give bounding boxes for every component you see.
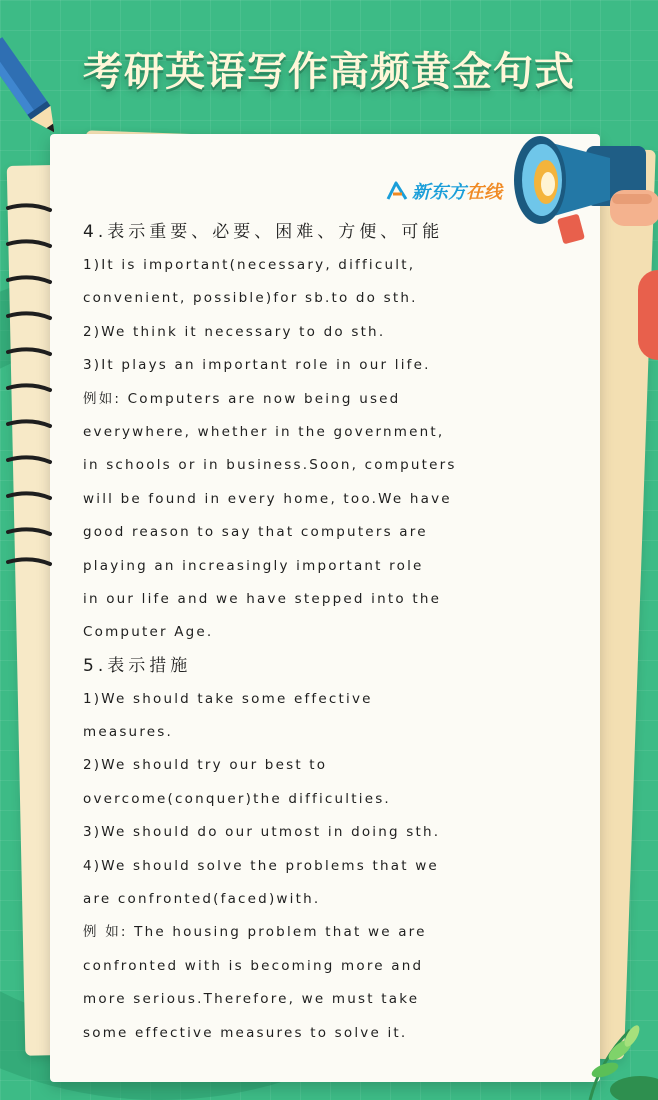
text-line: overcome(conquer)the difficulties. [83, 790, 391, 807]
text-line: measures. [83, 724, 174, 741]
page-title: 考研英语写作高频黄金句式 [83, 49, 575, 95]
text-line: 例 如: The housing problem that we are [83, 924, 427, 941]
text-line: Computer Age. [83, 624, 214, 641]
arm-decoration [638, 270, 658, 360]
section-heading: 4.表示重要、必要、困难、方便、可能 [83, 222, 444, 242]
text-line: playing an increasingly important role [83, 557, 424, 574]
spiral-binding-icon [0, 200, 56, 570]
text-line: good reason to say that computers are [83, 524, 428, 541]
text-line: in our life and we have stepped into the [83, 590, 442, 607]
text-line: more serious.Therefore, we must take [83, 991, 420, 1008]
text-line: 4)We should solve the problems that we [83, 857, 439, 874]
text-line: confronted with is becoming more and [83, 957, 424, 974]
text-line: 1)We should take some effective [83, 690, 373, 707]
logo-icon [386, 180, 408, 202]
brand-name: 新东方在线 [412, 182, 502, 203]
text-line: will be found in every home, too.We have [83, 490, 452, 507]
text-line: some effective measures to solve it. [83, 1024, 408, 1041]
text-line: 例如: Computers are now being used [83, 390, 401, 407]
section-heading: 5.表示措施 [83, 655, 192, 676]
text-line: are confronted(faced)with. [83, 891, 321, 908]
content-body [83, 216, 543, 1050]
text-line: 3)It plays an important role in our life. [83, 357, 431, 374]
text-line: 2)We should try our best to [83, 757, 328, 774]
text-line: 1)It is important(necessary, difficult, [83, 257, 416, 273]
text-line: 3)We should do our utmost in doing sth. [83, 824, 441, 841]
text-line: 2)We think it necessary to do sth. [83, 323, 386, 340]
text-line: convenient, possible)for sb.to do sth. [83, 290, 418, 307]
text-line: everywhere, whether in the government, [83, 423, 445, 440]
brand-logo [386, 178, 502, 204]
plant-icon [560, 1010, 658, 1100]
text-line: in schools or in business.Soon, computers [83, 457, 457, 474]
